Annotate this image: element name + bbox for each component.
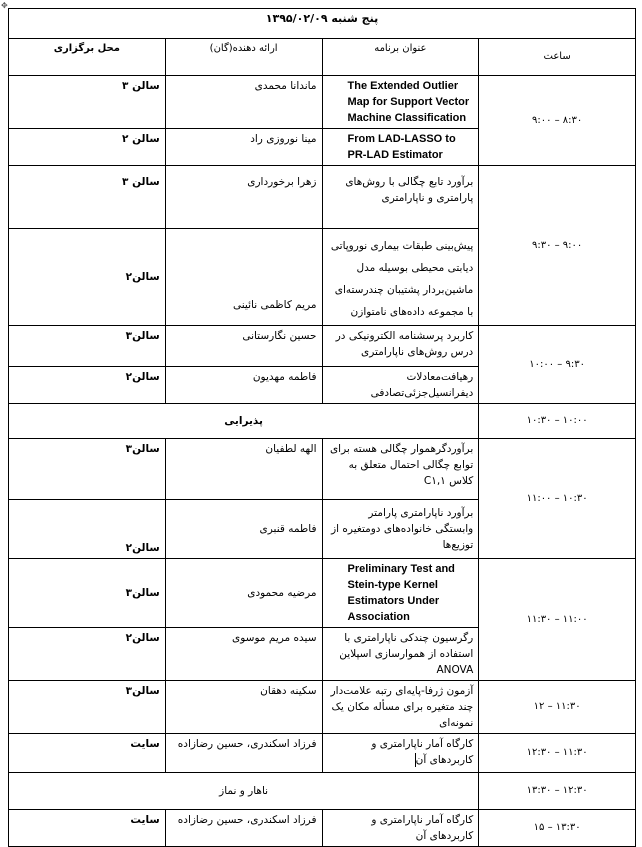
- room-cell: سالن ۲: [9, 129, 166, 166]
- title-cell[interactable]: [322, 734, 479, 773]
- table-row: [9, 76, 636, 129]
- presenter-cell: فاطمه قنبری: [165, 500, 322, 559]
- room-cell: سالن۲: [9, 367, 166, 404]
- header-title: عنوان برنامه: [322, 39, 479, 76]
- break-cell: پذیرایی: [9, 404, 479, 439]
- workshop-title: کارگاه آمار ناپارامتری و کاربردهای آن: [371, 738, 474, 766]
- date-cell: پنج شنبه ۱۳۹۵/۰۲/۰۹: [9, 9, 636, 39]
- title-cell: پیش‌بینی طبقات بیماری نوروپاتی دیابتی محیطی بوسیله مدل ماشین‌بردار پشتیبان چندرسته‌ای با مجموعه داده‌های نامتوازن: [322, 229, 479, 326]
- time-cell: ۱۳:۳۰ – ۱۵: [479, 810, 636, 847]
- title-cell: آزمون ژرفا-پایه‌ای رتبه علامت‌دار چند متغیره برای مسأله مکان یک نمونه‌ای: [322, 681, 479, 734]
- room-cell: سایت: [9, 810, 166, 847]
- time-cell: ۸:۳۰ – ۹:۰۰: [479, 76, 636, 166]
- title-cell: From LAD-LASSO to PR-LAD Estimator: [322, 129, 479, 166]
- room-cell: سالن۳: [9, 559, 166, 628]
- title-cell: Preliminary Test and Stein-type Kernel Estimators Under Association: [322, 559, 479, 628]
- header-room: محل برگزاری: [9, 39, 166, 76]
- table-row: [9, 166, 636, 229]
- title-cell: برآورد تابع چگالی با روش‌های پارامتری و ناپارامتری: [322, 166, 479, 229]
- time-cell: ۹:۰۰ – ۹:۳۰: [479, 166, 636, 326]
- time-cell: ۱۱:۰۰ – ۱۱:۳۰: [479, 559, 636, 681]
- table-row: [9, 734, 636, 773]
- header-row: [9, 39, 636, 76]
- table-row: [9, 439, 636, 500]
- room-cell: سالن۳: [9, 681, 166, 734]
- presenter-cell: فاطمه مهدیون: [165, 367, 322, 404]
- room-cell: سالن۳: [9, 326, 166, 367]
- table-row: [9, 681, 636, 734]
- table-row: [9, 810, 636, 847]
- title-cell: برآورد ناپارامتری پارامتر وابستگی خانواده‌های دومتغیره از توزیع‌ها: [322, 500, 479, 559]
- room-cell: سالن۲: [9, 229, 166, 326]
- presenter-cell: مرضیه محمودی: [165, 559, 322, 628]
- header-time: ساعت: [479, 39, 636, 76]
- room-cell: سالن۲: [9, 500, 166, 559]
- room-cell: سالن ۳: [9, 166, 166, 229]
- presenter-cell: زهرا برخورداری: [165, 166, 322, 229]
- title-cell: کاربرد پرسشنامه الکترونیکی در درس روش‌های ناپارامتری: [322, 326, 479, 367]
- title-cell: رگرسیون چندکی ناپارامتری با استفاده از هموارسازی اسپلاین ANOVA: [322, 628, 479, 681]
- date-row: [9, 9, 636, 39]
- time-cell: ۱۰:۳۰ – ۱۱:۰۰: [479, 439, 636, 559]
- table-row: [9, 773, 636, 810]
- header-presenter: ارائه دهنده(گان): [165, 39, 322, 76]
- presenter-cell: فرزاد اسکندری، حسین رضازاده: [165, 810, 322, 847]
- presenter-cell: حسین نگارستانی: [165, 326, 322, 367]
- table-move-handle-icon[interactable]: ✥: [1, 1, 8, 10]
- room-cell: سالن۳: [9, 439, 166, 500]
- title-cell: The Extended Outlier Map for Support Vector Machine Classification: [322, 76, 479, 129]
- time-cell: ۱۰:۰۰ – ۱۰:۳۰: [479, 404, 636, 439]
- title-cell: رهیافت‌معادلات دیفرانسیل‌جزئی‌تصادفی: [322, 367, 479, 404]
- room-cell: سالن ۳: [9, 76, 166, 129]
- presenter-cell: مریم کاظمی نائینی: [165, 229, 322, 326]
- presenter-cell: سیده مریم موسوی: [165, 628, 322, 681]
- lunch-cell: ناهار و نماز: [9, 773, 479, 810]
- presenter-cell: الهه لطفیان: [165, 439, 322, 500]
- table-row: [9, 404, 636, 439]
- time-cell: ۹:۳۰ – ۱۰:۰۰: [479, 326, 636, 404]
- time-cell: ۱۲:۳۰ – ۱۳:۳۰: [479, 773, 636, 810]
- table-row: [9, 326, 636, 367]
- presenter-cell: ماندانا محمدی: [165, 76, 322, 129]
- schedule-table: [8, 8, 636, 847]
- presenter-cell: مینا نوروزی راد: [165, 129, 322, 166]
- presenter-cell: فرزاد اسکندری، حسین رضازاده: [165, 734, 322, 773]
- room-cell: سایت: [9, 734, 166, 773]
- title-cell: کارگاه آمار ناپارامتری و کاربردهای آن: [322, 810, 479, 847]
- table-row: [9, 559, 636, 628]
- presenter-cell: سکینه دهقان: [165, 681, 322, 734]
- time-cell: ۱۱:۳۰ – ۱۲:۳۰: [479, 734, 636, 773]
- title-cell: برآوردگرهموار چگالی هسته برای توابع چگالی احتمال متعلق به کلاس C۱,۱: [322, 439, 479, 500]
- time-cell: ۱۱:۳۰ – ۱۲: [479, 681, 636, 734]
- room-cell: سالن۲: [9, 628, 166, 681]
